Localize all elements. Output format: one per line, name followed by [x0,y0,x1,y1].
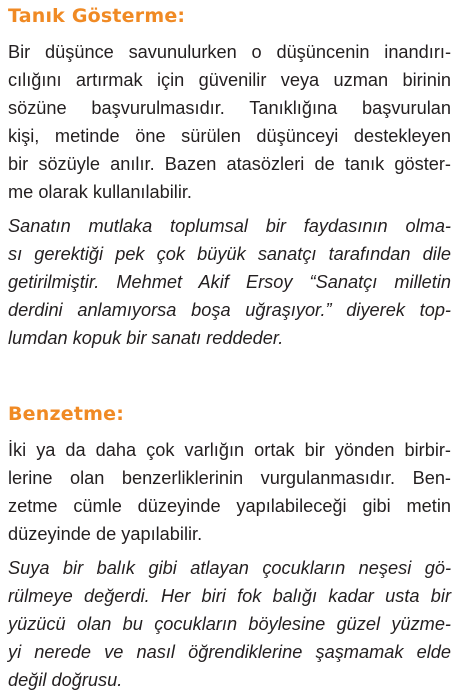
example-paragraph [8,212,451,352]
definition-paragraph [8,38,451,206]
section-benzetme [8,402,451,694]
text-line: yüzücü olan bu çocukların böylesine güzel yüzme- [8,614,451,634]
example-paragraph [8,554,451,694]
text-line: değil doğrusu. [8,670,123,690]
text-line: Bir düşünce savunulurken o düşüncenin inandırı- [8,42,451,62]
text-line: Sanatın mutlaka toplumsal bir faydasının olma- [8,216,451,236]
text-line: lerine olan benzerliklerinin vurgulanmasıdır. Ben- [8,468,451,488]
text-line: getirilmiştir. Mehmet Akif Ersoy “Sanatçı milletin [8,272,451,292]
text-line: cılığını artırmak için güvenilir veya uzman birinin [8,70,451,90]
text-line: Suya bir balık gibi atlayan çocukların neşesi gö- [8,558,451,578]
section-tanik-gosterme [8,4,451,352]
text-line: düzeyinde de yapılabilir. [8,524,203,544]
text-line: rülmeye değerdi. Her biri fok balığı kadar usta bir [8,586,451,606]
section-heading: Benzetme: [8,403,125,425]
text-line: bir sözüyle anılır. Bazen atasözleri de tanık göster- [8,154,451,174]
text-line: derdini anlamıyorsa boşa uğraşıyor.” diyerek top- [8,300,451,320]
text-line: sözüne başvurulmasıdır. Tanıklığına başvurulan [8,98,451,118]
section-heading: Tanık Gösterme: [8,5,186,27]
text-line: sı gerektiği pek çok büyük sanatçı tarafından dile [8,244,451,264]
text-line: me olarak kullanılabilir. [8,182,192,202]
text-line: kişi, metinde öne sürülen düşünceyi destekleyen [8,126,451,146]
text-line: lumdan kopuk bir sanatı reddeder. [8,328,284,348]
text-line: zetme cümle düzeyinde yapılabileceği gibi metin [8,496,451,516]
text-line: İki ya da daha çok varlığın ortak bir yönden birbir- [8,440,451,460]
definition-paragraph [8,436,451,548]
text-line: yi nerede ve nasıl öğrendiklerine şaşmamak elde [8,642,451,662]
